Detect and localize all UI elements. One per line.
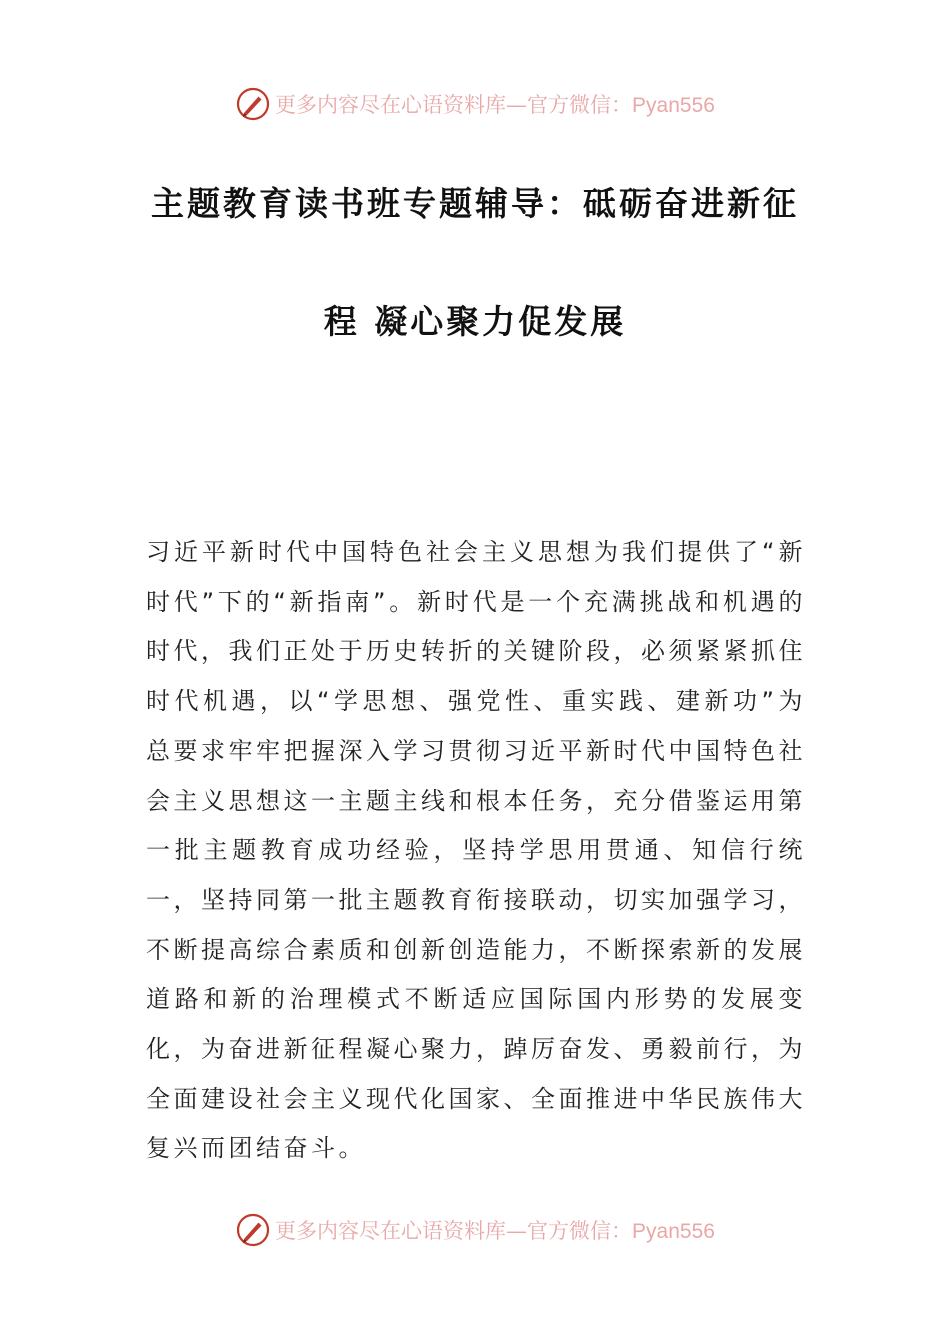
wechat-id: Pyan556 <box>632 94 715 117</box>
document-title-line-1: 主题教育读书班专题辅导：砥砺奋进新征 <box>151 184 799 223</box>
watermark-text: 更多内容尽在心语资料库—官方微信：Pyan556 <box>275 1219 715 1243</box>
document-title-line-2: 程 凝心聚力促发展 <box>323 302 627 341</box>
pen-logo-icon <box>235 86 271 122</box>
footer-watermark-banner <box>0 1210 950 1250</box>
wechat-id: Pyan556 <box>632 1220 715 1243</box>
watermark-text: 更多内容尽在心语资料库—官方微信：Pyan556 <box>275 93 715 117</box>
body-paragraph: 习近平新时代中国特色社会主义思想为我们提供了“新时代”下的“新指南”。新时代是一个充满挑战和机遇的时代，我们正处于历史转折的关键阶段，必须紧紧抓住时代机遇，以“学思想、强党性、重实践、建新功”为总要求牢牢把握深入学习贯彻习近平新时代中国特色社会主义思想这一主题主线和根本任务，充分借鉴运用第一批主题教育成功经验，坚持学思用贯通、知信行统一，坚持同第一批主题教育衔接联动，切实加强学习，不断提高综合素质和创新创造能力，不断探索新的发展道路和新的治理模式不断适应国际国内形势的发展变化，为奋进新征程凝心聚力，踔厉奋发、勇毅前行，为全面建设社会主义现代化国家、全面推进中华民族伟大复兴而团结奋斗。 <box>146 538 806 1163</box>
pen-logo-icon <box>235 1212 271 1248</box>
header-watermark-banner <box>0 84 950 124</box>
